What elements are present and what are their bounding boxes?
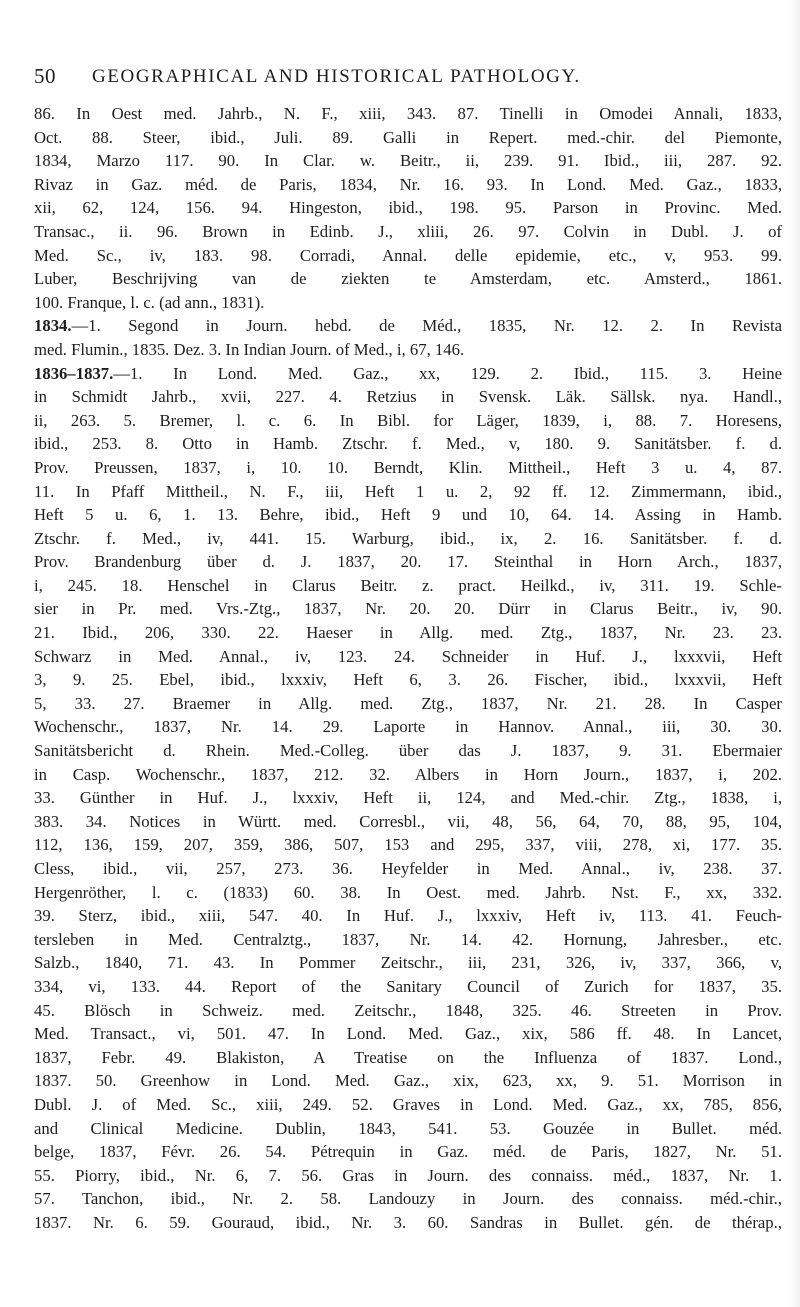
text-line: belge, 1837, Févr. 26. 54. Pétrequin in Gaz. méd. de Paris, 1827, Nr. 51. — [34, 1142, 782, 1162]
reference-text — [34, 102, 782, 1235]
text-line: Schwarz in Med. Annal., iv, 123. 24. Schneider in Huf. J., lxxxvii, Heft — [34, 646, 782, 666]
text-line: 1837, Febr. 49. Blakiston, A Treatise on the Influenza of 1837. Lond., — [34, 1047, 782, 1067]
text-line: and Clinical Medicine. Dublin, 1843, 541. 53. Gouzée in Bullet. méd. — [34, 1118, 782, 1138]
text-line: Rivaz in Gaz. méd. de Paris, 1834, Nr. 16. 93. In Lond. Med. Gaz., 1833, — [34, 174, 782, 194]
section-line-1836-1837: 1836–1837.—1. In Lond. Med. Gaz., xx, 129. 2. Ibid., 115. 3. Heine — [34, 363, 782, 383]
text-line: Wochenschr., 1837, Nr. 14. 29. Laporte in Hannov. Annal., iii, 30. 30. — [34, 717, 782, 737]
text-line: Cless, ibid., vii, 257, 273. 36. Heyfelder in Med. Annal., iv, 238. 37. — [34, 859, 782, 878]
text-line: sier in Pr. med. Vrs.-Ztg., 1837, Nr. 20. 20. Dürr in Clarus Beitr., iv, 90. — [34, 599, 782, 619]
text-line: ibid., 253. 8. Otto in Hamb. Ztschr. f. Med., v, 180. 9. Sanitätsber. f. d. — [34, 434, 782, 454]
text-line: Med. Sc., iv, 183. 98. Corradi, Annal. delle epidemie, etc., v, 953. 99. — [34, 245, 782, 265]
text-line: 3, 9. 25. Ebel, ibid., lxxxiv, Heft 6, 3. 26. Fischer, ibid., lxxxvii, Heft — [34, 670, 782, 690]
text-line: 1837. Nr. 6. 59. Gouraud, ibid., Nr. 3. 60. Sandras in Bullet. gén. de thérap., — [34, 1212, 782, 1232]
book-page — [34, 0, 784, 1307]
text-line: 55. Piorry, ibid., Nr. 6, 7. 56. Gras in Journ. des connaiss. méd., 1837, Nr. 1. — [34, 1165, 782, 1185]
text-line: ii, 263. 5. Bremer, l. c. 6. In Bibl. for Läger, 1839, i, 88. 7. Horesens, — [34, 410, 782, 430]
text-line: Oct. 88. Steer, ibid., Juli. 89. Galli in Repert. med.-chir. del Piemonte, — [34, 127, 782, 147]
text-line: 334, vi, 133. 44. Report of the Sanitary Council of Zurich for 1837, 35. — [34, 976, 782, 996]
text-line: Hergenröther, l. c. (1833) 60. 38. In Oest. med. Jahrb. Nst. F., xx, 332. — [34, 882, 782, 902]
text-line: 1834, Marzo 117. 90. In Clar. w. Beitr., ii, 239. 91. Ibid., iii, 287. 92. — [34, 151, 782, 171]
text-line: 39. Sterz, ibid., xiii, 547. 40. In Huf. J., lxxxiv, Heft iv, 113. 41. Feuch- — [34, 906, 782, 926]
text-line: Dubl. J. of Med. Sc., xiii, 249. 52. Graves in Lond. Med. Gaz., xx, 785, 856, — [34, 1094, 782, 1114]
text-line: Prov. Brandenburg über d. J. 1837, 20. 17. Steinthal in Horn Arch., 1837, — [34, 552, 782, 572]
year-heading: 1836–1837. — [34, 363, 114, 383]
text-line: tersleben in Med. Centralztg., 1837, Nr. 14. 42. Hornung, Jahresber., etc. — [34, 929, 782, 949]
text-line: 5, 33. 27. Braemer in Allg. med. Ztg., 1837, Nr. 21. 28. In Casper — [34, 693, 782, 713]
text-line: 45. Blösch in Schweiz. med. Zeitschr., 1848, 325. 46. Streeten in Prov. — [34, 1000, 782, 1020]
text-line: 21. Ibid., 206, 330. 22. Haeser in Allg. med. Ztg., 1837, Nr. 23. 23. — [34, 623, 782, 643]
text-line: Sanitätsbericht d. Rhein. Med.-Colleg. über das J. 1837, 9. 31. Ebermaier — [34, 741, 782, 761]
text-line: in Casp. Wochenschr., 1837, 212. 32. Albers in Horn Journ., 1837, i, 202. — [34, 764, 782, 784]
text-line: Salzb., 1840, 71. 43. In Pommer Zeitschr., iii, 231, 326, iv, 337, 366, v, — [34, 953, 782, 973]
text-line: Ztschr. f. Med., iv, 441. 15. Warburg, ibid., ix, 2. 16. Sanitätsber. f. d. — [34, 528, 782, 548]
text-line: med. Flumin., 1835. Dez. 3. In Indian Journ. of Med., i, 67, 146. — [34, 339, 465, 359]
text-line: 11. In Pfaff Mittheil., N. F., iii, Heft 1 u. 2, 92 ff. 12. Zimmermann, ibid., — [34, 481, 782, 501]
running-head — [34, 56, 779, 96]
text-line: 112, 136, 159, 207, 359, 386, 507, 153 and 295, 337, viii, 278, xi, 177. 35. — [34, 835, 782, 855]
section-line-1834: 1834.—1. Segond in Journ. hebd. de Méd., 1835, Nr. 12. 2. In Revista — [34, 316, 782, 336]
text-line: Luber, Beschrijving van de ziekten te Amsterdam, etc. Amsterd., 1861. — [34, 269, 782, 289]
text-line: xii, 62, 124, 156. 94. Hingeston, ibid., 198. 95. Parson in Provinc. Med. — [34, 198, 782, 218]
text-line: 57. Tanchon, ibid., Nr. 2. 58. Landouzy in Journ. des connaiss. méd.-chir., — [34, 1189, 782, 1209]
page-edge-shadow — [790, 0, 800, 1307]
page-number: 50 — [34, 64, 56, 88]
text-line: Med. Transact., vi, 501. 47. In Lond. Med. Gaz., xix, 586 ff. 48. In Lancet, — [34, 1024, 782, 1044]
text-line: 383. 34. Notices in Württ. med. Corresbl., vii, 48, 56, 64, 70, 88, 95, 104, — [34, 811, 782, 831]
text-line: 100. Franque, l. c. (ad ann., 1831). — [34, 292, 265, 312]
running-title: GEOGRAPHICAL AND HISTORICAL PATHOLOGY. — [92, 66, 581, 87]
text-line: Heft 5 u. 6, 1. 13. Behre, ibid., Heft 9 und 10, 64. 14. Assing in Hamb. — [34, 505, 782, 525]
year-heading: 1834. — [34, 316, 72, 336]
text-line: i, 245. 18. Henschel in Clarus Beitr. z. pract. Heilkd., iv, 311. 19. Schle- — [34, 575, 782, 595]
text-line: Prov. Preussen, 1837, i, 10. 10. Berndt, Klin. Mittheil., Heft 3 u. 4, 87. — [34, 457, 782, 477]
text-line: 86. In Oest med. Jahrb., N. F., xiii, 343. 87. Tinelli in Omodei Annali, 1833, — [34, 104, 782, 123]
text-line: 1837. 50. Greenhow in Lond. Med. Gaz., xix, 623, xx, 9. 51. Morrison in — [34, 1071, 782, 1091]
text-line: in Schmidt Jahrb., xvii, 227. 4. Retzius in Svensk. Läk. Sällsk. nya. Handl., — [34, 387, 782, 407]
text-line: Transac., ii. 96. Brown in Edinb. J., xliii, 26. 97. Colvin in Dubl. J. of — [34, 221, 782, 241]
text-line: 33. Günther in Huf. J., lxxxiv, Heft ii, 124, and Med.-chir. Ztg., 1838, i, — [34, 788, 782, 808]
